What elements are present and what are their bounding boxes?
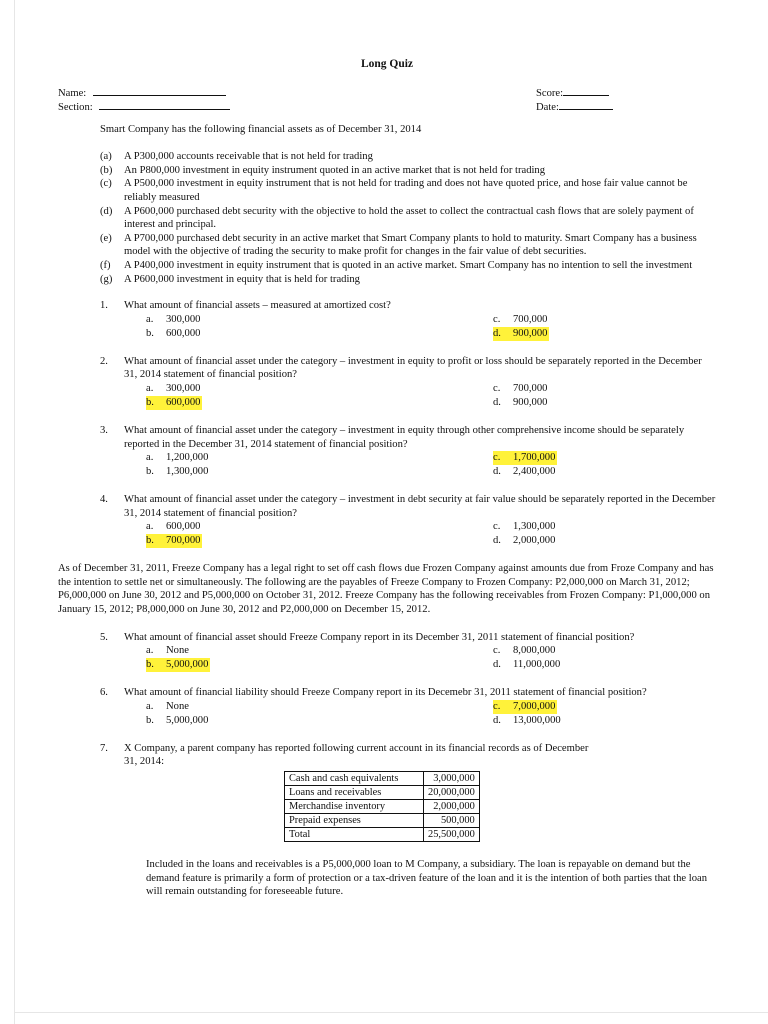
question-5 [58, 631, 716, 673]
table-row: Prepaid expenses 500,000 [285, 814, 480, 828]
choices [146, 382, 716, 410]
section-blank[interactable] [99, 100, 230, 110]
score-field [536, 86, 609, 101]
choice-d[interactable]: d. 900,000 [493, 327, 548, 339]
choice-a[interactable]: a. None [146, 700, 189, 712]
choice-b[interactable]: b. 600,000 [146, 327, 201, 339]
choice-a[interactable]: a. 1,200,000 [146, 452, 209, 464]
list-item: (b) An P800,000 investment in equity instrument quoted in an active market that is not held for trading [100, 164, 546, 176]
section-field [58, 100, 230, 115]
table-row: Merchandise inventory 2,000,000 [285, 800, 480, 814]
question-number: 4. [100, 494, 108, 506]
question-number: 7. [100, 742, 108, 754]
question-number: 5. [100, 631, 108, 643]
name-blank[interactable] [93, 86, 226, 96]
scenario-freeze-company: As of December 31, 2011, Freeze Company has a legal right to set off cash flows due Frozen Company against amounts due from Froze Company and has the intention to settle net or simultaneously. The following are the payables of Freeze Company to Frozen Company: P2,000,000 on March 31, 2012; P6,000,000 on June 30, 2012 and P5,000,000 on October 31, 2012. Freeze Company has the following receivables from Frozen Company: P1,000,000 on January 15, 2012; P8,000,000 on June 30, 2012 and P2,000,000 on December 15, 2012. [58, 563, 714, 616]
page-title: Long Quiz [360, 58, 414, 70]
choice-d[interactable]: d. 13,000,000 [493, 714, 561, 726]
question-number: 3. [100, 424, 108, 436]
choice-c[interactable]: c. 1,300,000 [493, 521, 556, 533]
score-label: Score: [536, 87, 564, 99]
table-row: Loans and receivables 20,000,000 [285, 786, 480, 800]
table-row: Total 25,500,000 [285, 828, 480, 842]
loan-note: Included in the loans and receivables is a P5,000,000 loan to M Company, a subsidiary. The loan is repayable on demand but the demand feature is primarily a form of protection or a tax-driven feature of the loan and it is the intention of both parties that the loan will remain outstanding for foreseeable future. [146, 859, 707, 898]
choice-c[interactable]: c. 8,000,000 [493, 645, 556, 657]
choice-b[interactable]: b. 5,000,000 [146, 714, 209, 726]
choice-b[interactable]: b. 1,300,000 [146, 466, 209, 478]
question-1 [58, 299, 716, 341]
choice-b[interactable]: b. 700,000 [146, 535, 201, 547]
choice-d[interactable]: d. 900,000 [493, 396, 548, 408]
choice-d[interactable]: d. 2,000,000 [493, 535, 556, 547]
asset-list [100, 150, 716, 286]
choice-a[interactable]: a. 300,000 [146, 313, 201, 325]
list-item: (d) A P600,000 purchased debt security with the objective to hold the asset to collect the contractual cash flows that are solely payment of interest and principal. [100, 205, 694, 231]
choice-c[interactable]: c. 7,000,000 [493, 700, 556, 712]
list-item: (c) A P500,000 investment in equity instrument that is not held for trading and does not have quoted price, and hose fair value cannot be reliably measured [100, 178, 688, 203]
question-2 [58, 355, 716, 410]
question-6 [58, 686, 716, 728]
question-7 [58, 742, 716, 899]
table-row: Cash and cash equivalents 3,000,000 [285, 772, 480, 786]
question-number: 2. [100, 355, 108, 367]
question-number: 1. [100, 300, 108, 312]
choice-c[interactable]: c. 700,000 [493, 382, 548, 394]
question-text: What amount of financial liability should Freeze Company report in its Decemebr 31, 2011 statement of financial position? [124, 687, 647, 699]
name-label: Name: [58, 87, 87, 99]
question-text: What amount of financial asset under the category – investment in equity through other comprehensive income should be separately reported in the December 31, 2014 statement of financial position? [124, 424, 685, 450]
question-4 [58, 493, 716, 548]
score-blank[interactable] [563, 86, 609, 96]
choices [146, 451, 716, 479]
quiz-document [58, 58, 716, 913]
choice-a[interactable]: a. 600,000 [146, 521, 201, 533]
question-text: What amount of financial asset should Freeze Company report in its December 31, 2011 statement of financial position? [124, 631, 635, 643]
date-blank[interactable] [559, 100, 613, 110]
list-item: (a) A P300,000 accounts receivable that is not held for trading [100, 151, 373, 163]
question-3 [58, 424, 716, 479]
question-text: What amount of financial asset under the category – investment in equity to profit or loss should be separately reported in the December 31, 2014 statement of financial position? [124, 355, 702, 381]
scenario-intro: Smart Company has the following financial assets as of December 31, 2014 [100, 123, 422, 135]
page-edge [14, 1012, 768, 1013]
choices [146, 700, 716, 728]
page-edge [14, 0, 15, 1024]
question-number: 6. [100, 687, 108, 699]
date-field [536, 100, 613, 115]
choices [146, 644, 716, 672]
list-item: (g) A P600,000 investment in equity that is held for trading [100, 273, 360, 285]
question-text: What amount of financial asset under the category – investment in debt security at fair value should be separately reported in the December 31, 2014 statement of financial position? [124, 494, 716, 519]
choices [146, 313, 716, 341]
choice-a[interactable]: a. None [146, 645, 189, 657]
choice-b[interactable]: b. 5,000,000 [146, 659, 209, 671]
choice-b[interactable]: b. 600,000 [146, 396, 201, 408]
header-fields [58, 86, 716, 114]
choice-c[interactable]: c. 700,000 [493, 313, 548, 325]
date-label: Date: [536, 101, 559, 113]
name-field [58, 86, 226, 101]
question-text: X Company, a parent company has reported following current account in its financial records as of December 31, 2014: [124, 742, 589, 768]
choice-d[interactable]: d. 2,400,000 [493, 466, 556, 478]
question-text: What amount of financial assets – measured at amortized cost? [124, 300, 391, 312]
choices [146, 520, 716, 548]
choice-c[interactable]: c. 1,700,000 [493, 452, 556, 464]
section-label: Section: [58, 101, 93, 113]
choice-d[interactable]: d. 11,000,000 [493, 659, 561, 671]
choice-a[interactable]: a. 300,000 [146, 382, 201, 394]
current-accounts-table [284, 771, 480, 842]
list-item: (e) A P700,000 purchased debt security in an active market that Smart Company plants to hold to maturity. Smart Company has a business model with the objective of trading the security to make profit for changes in the fair value of debt securities. [100, 232, 697, 258]
list-item: (f) A P400,000 investment in equity instrument that is quoted in an active market. Smart Company has no intention to sell the investment [100, 259, 693, 271]
